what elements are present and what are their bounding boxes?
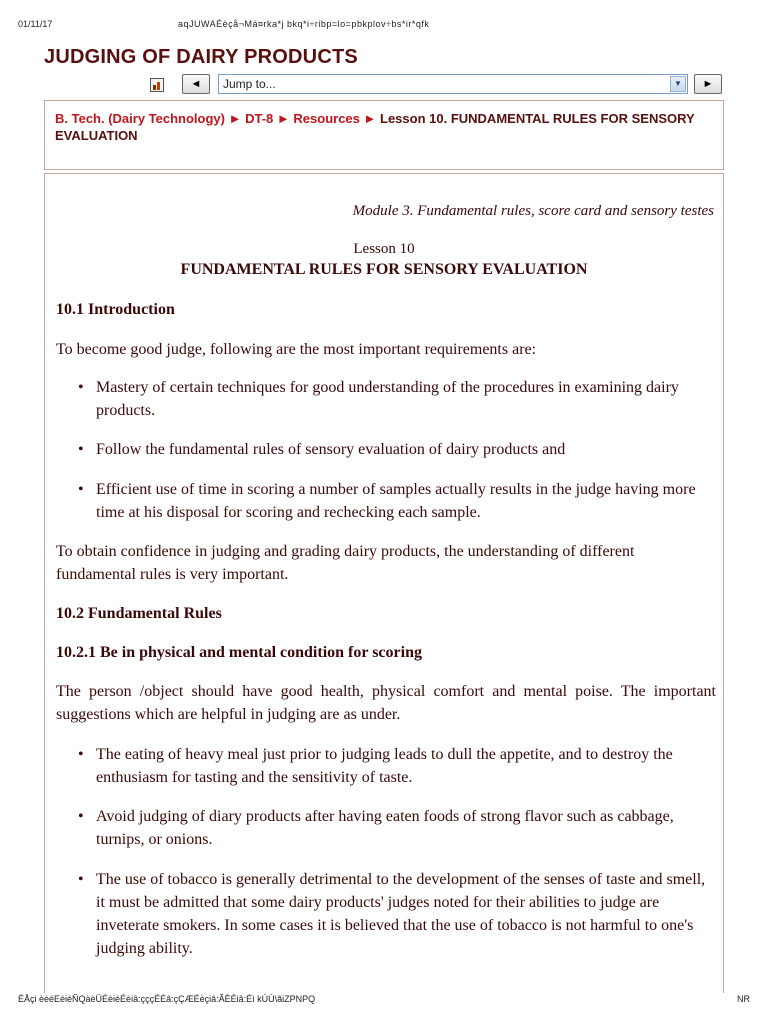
breadcrumb-dt8-link[interactable]: DT-8: [245, 111, 274, 126]
breadcrumb: [44, 100, 724, 170]
previous-button[interactable]: ◄: [182, 74, 210, 94]
list-item: • Follow the fundamental rules of sensory evaluation of dairy products and: [78, 438, 714, 461]
print-page-number: NR: [737, 994, 750, 1004]
next-button[interactable]: ►: [694, 74, 722, 94]
breadcrumb-course-link[interactable]: B. Tech. (Dairy Technology): [55, 111, 225, 126]
jump-to-value: Jump to...: [223, 77, 276, 91]
lesson-number: Lesson 10: [353, 241, 415, 257]
print-url: aqJUWAÉèçå¬Má¤rka*j bkq*i÷ribp=lo=pbkplov÷bs*ir*qfk: [178, 19, 430, 29]
condition-paragraph: The person /object should have good health, physical comfort and mental poise. The important suggestions which are helpful in judging are as under.: [56, 683, 716, 723]
lesson-title: FUNDAMENTAL RULES FOR SENSORY EVALUATION: [180, 261, 588, 278]
list-item: • The use of tobacco is generally detrimental to the development of the senses of taste and smell, it must be admitted that some dairy products' judges noted for their abilities to judge are inveterate smokers. In some cases it is believed that the use of tobacco is not harmful to one's judging ability.: [78, 868, 714, 960]
intro-paragraph: To become good judge, following are the most important requirements are:: [56, 341, 537, 358]
breadcrumb-current: Lesson 10. FUNDAMENTAL RULES FOR SENSORY EVALUATION: [55, 111, 695, 143]
breadcrumb-resources-link[interactable]: Resources: [293, 111, 360, 126]
list-item: • Avoid judging of diary products after having eaten foods of strong flavor such as cabbage, turnips, or onions.: [78, 805, 714, 851]
print-footer-url: ÉÅçi èèéEéiéÑQàèÜÉèiéÉèiâ:çççÉÉâ:çÇÆÉèçiâ:ÃÈÉiâ:Éì kÚÚ\ãiZPNPQ: [18, 994, 316, 1004]
jump-to-select[interactable]: [218, 74, 688, 94]
list-item: • The eating of heavy meal just prior to judging leads to dull the appetite, and to destroy the enthusiasm for tasting and the sensitivity of taste.: [78, 743, 714, 789]
module-title: Module 3. Fundamental rules, score card and sensory testes: [352, 203, 714, 219]
navigation-bar: [150, 74, 722, 96]
breadcrumb-separator: ►: [276, 111, 290, 126]
heading-fundamental-rules: 10.2 Fundamental Rules: [56, 605, 222, 622]
confidence-paragraph: To obtain confidence in judging and grading dairy products, the understanding of different fundamental rules is very important.: [56, 543, 635, 583]
course-title: JUDGING OF DAIRY PRODUCTS: [44, 46, 358, 68]
lesson-content: [44, 173, 724, 993]
breadcrumb-separator: ►: [228, 111, 242, 126]
print-date: 01/11/17: [18, 19, 53, 29]
list-item: • Mastery of certain techniques for good understanding of the procedures in examining dairy products.: [78, 376, 714, 422]
breadcrumb-separator: ►: [363, 111, 377, 126]
chevron-down-icon[interactable]: ▼: [670, 76, 686, 92]
heading-physical-condition: 10.2.1 Be in physical and mental condition for scoring: [56, 644, 422, 661]
chart-icon[interactable]: [150, 78, 164, 92]
heading-introduction: 10.1 Introduction: [56, 301, 175, 318]
list-item: • Efficient use of time in scoring a number of samples actually results in the judge having more time at his disposal for scoring and rechecking each sample.: [78, 478, 714, 524]
